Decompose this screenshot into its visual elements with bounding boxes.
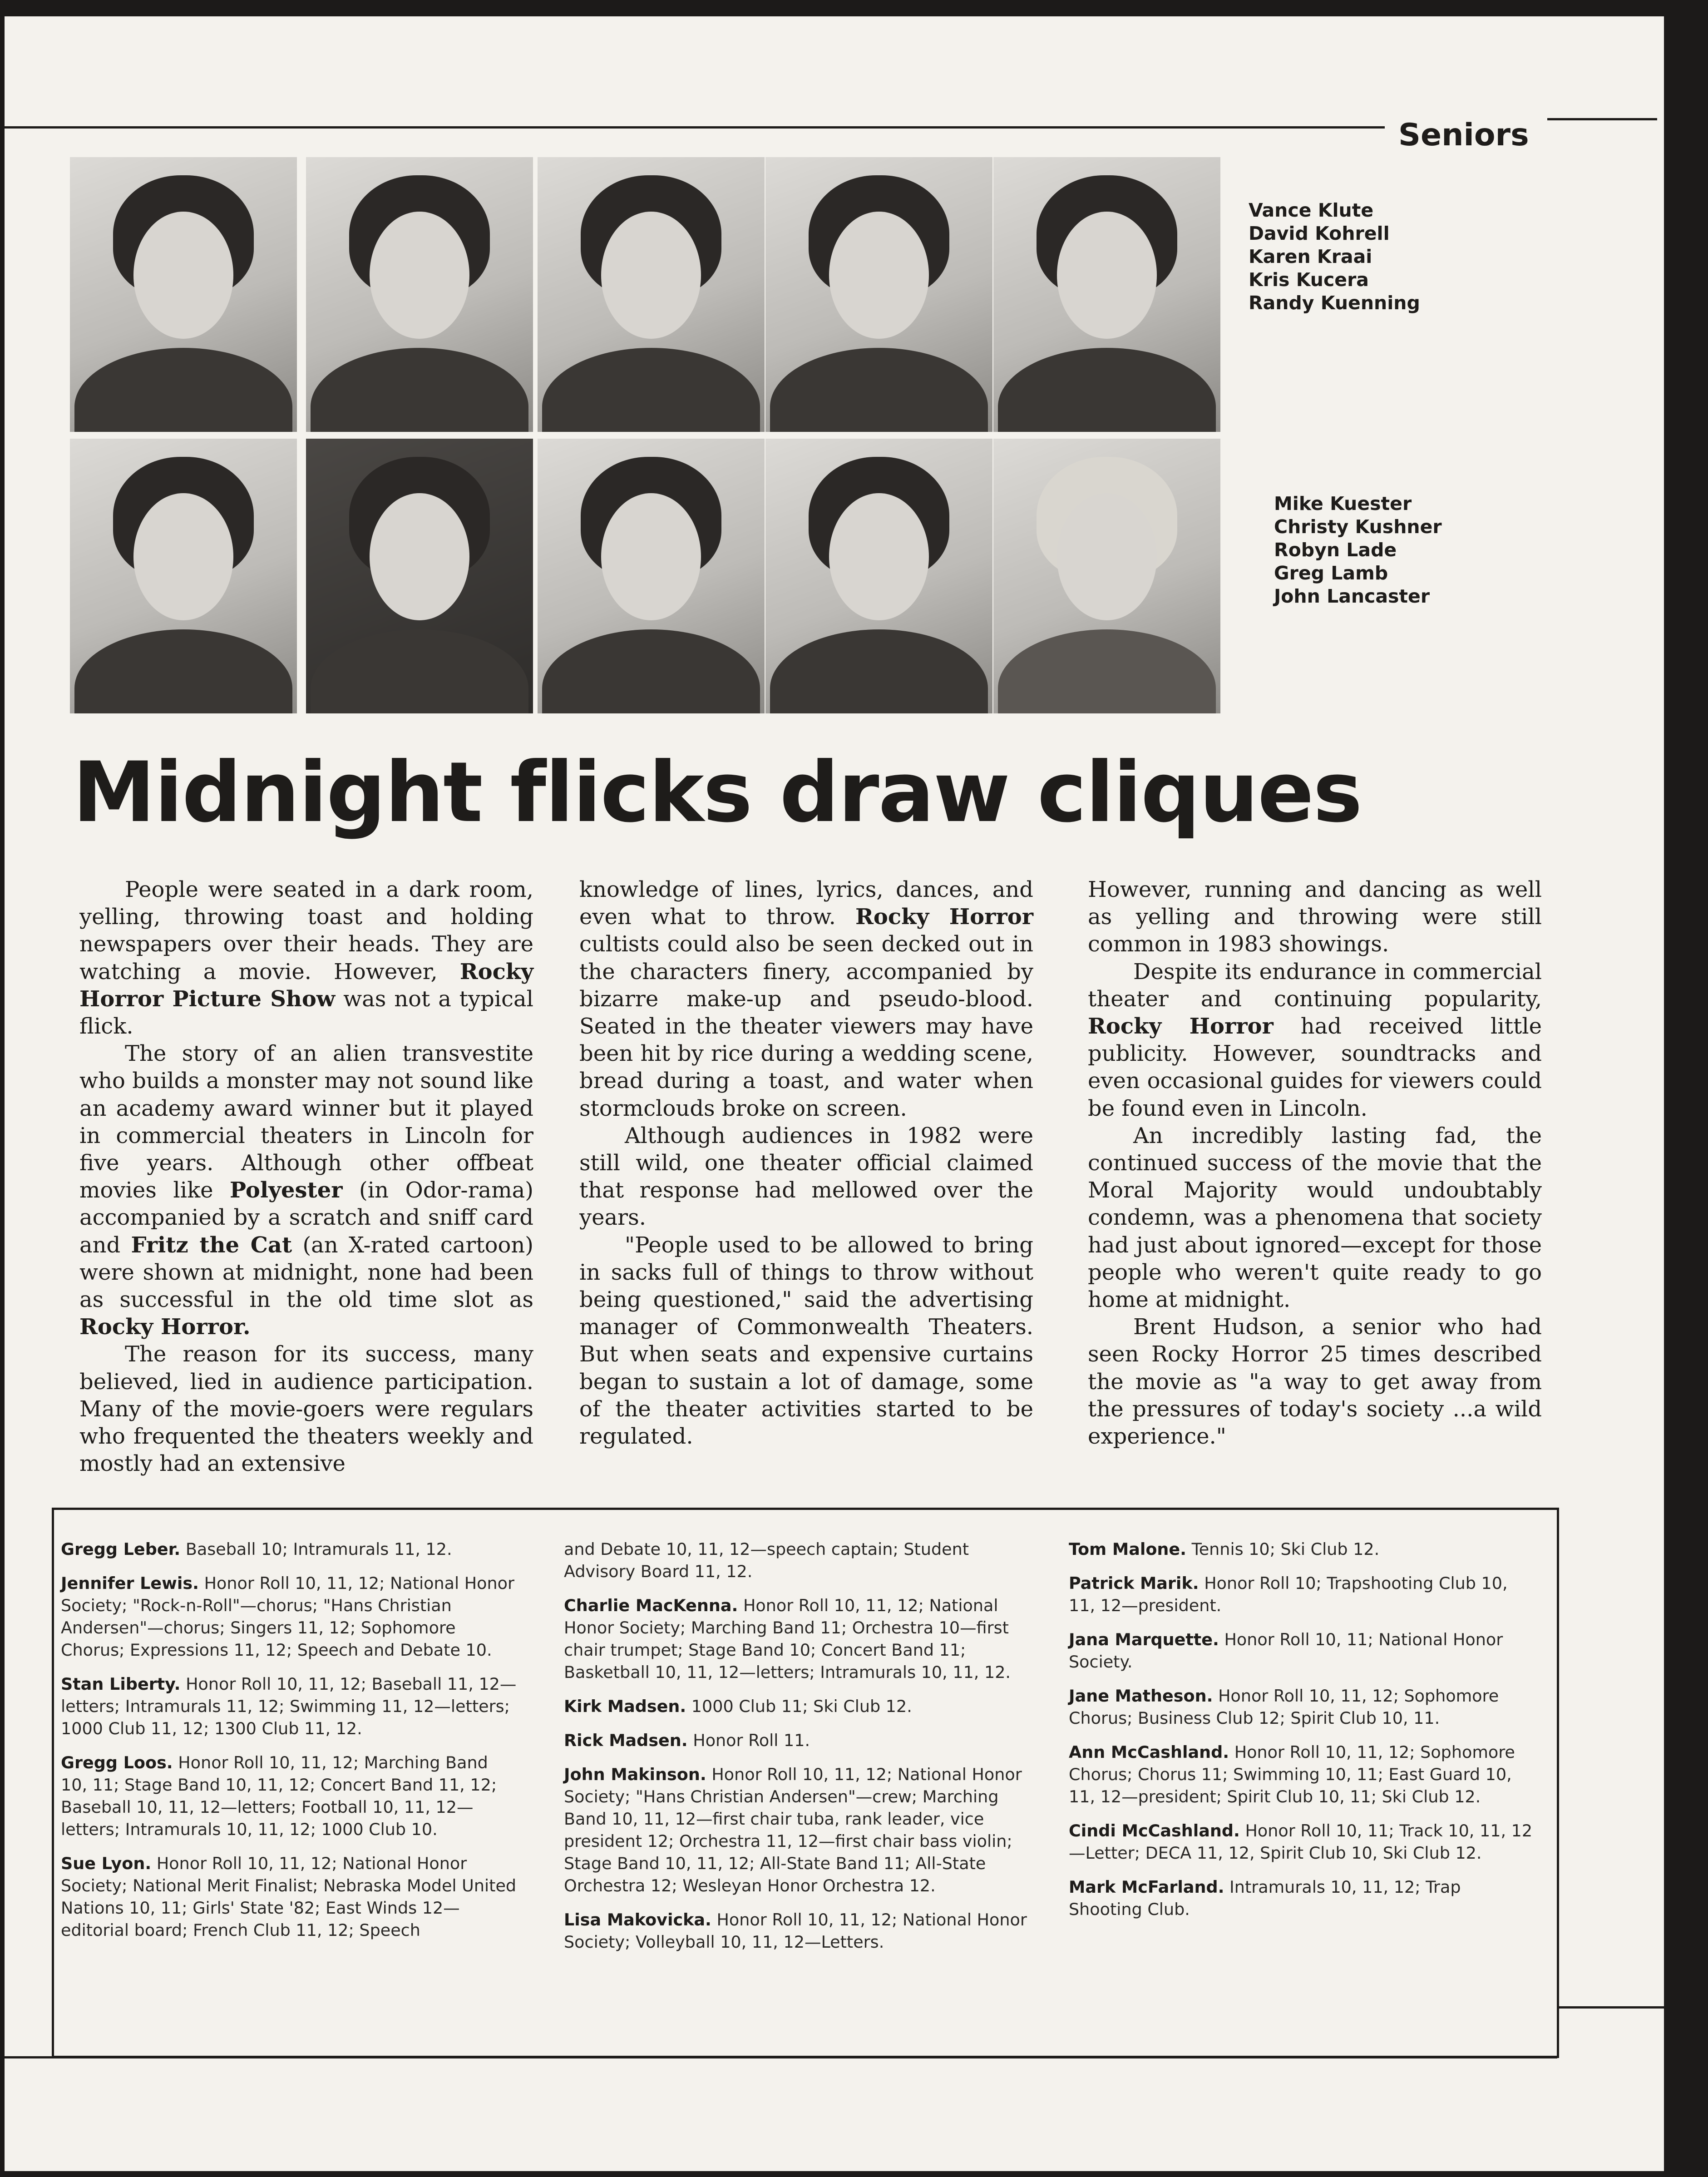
activities-column-3 <box>1069 1538 1539 1932</box>
header-rule-right <box>1547 118 1657 120</box>
header-rule-left <box>5 126 1385 129</box>
student-name: Christy Kushner <box>1274 516 1442 538</box>
portrait-photo <box>538 157 765 432</box>
portrait-names-row2 <box>1274 492 1442 608</box>
student-name: Mike Kuester <box>1274 493 1412 515</box>
section-label: Seniors <box>1398 117 1529 153</box>
activities-column-1 <box>61 1538 518 1953</box>
student-name: John Lancaster <box>1274 585 1430 607</box>
activity-entry: Tom Malone. Tennis 10; Ski Club 12. <box>1069 1539 1380 1559</box>
student-name: Karen Kraai <box>1249 246 1372 267</box>
portrait-names-row1 <box>1249 199 1420 315</box>
activity-entry: and Debate 10, 11, 12—speech captain; Student Advisory Board 11, 12. <box>564 1539 969 1581</box>
activity-entry: Jennifer Lewis. Honor Roll 10, 11, 12; National Honor Society; "Rock-n-Roll"—chorus; "Hans Christian Andersen"—chorus; Singers 11, 12; Sophomore Chorus; Expressions 11, 12; Speech and Debate 10. <box>61 1573 514 1660</box>
student-name: Vance Klute <box>1249 199 1374 221</box>
portrait-photo <box>70 157 297 432</box>
article-column-2 <box>579 876 1033 1450</box>
activities-column-2 <box>564 1538 1031 1965</box>
article-paragraph: The story of an alien transvestite who builds a monster may not sound like an academy award winner but it played in commercial theaters in Lincoln for five years. Although other offbeat movies like Polyester (in Odor-rama) accompanied by a scratch and sniff card and Fritz the Cat (an X-rated cartoon) were shown at midnight, none had been as successful in the old time slot as Rocky Horror. <box>79 1041 534 1340</box>
activity-entry: Jane Matheson. Honor Roll 10, 11, 12; Sophomore Chorus; Business Club 12; Spirit Club 10, 11. <box>1069 1686 1499 1728</box>
bottom-rule <box>5 2056 1557 2058</box>
portrait-photo <box>993 439 1220 713</box>
student-name: Randy Kuenning <box>1249 292 1420 314</box>
portrait-photo <box>765 157 992 432</box>
activity-entry: Lisa Makovicka. Honor Roll 10, 11, 12; National Honor Society; Volleyball 10, 11, 12—Letters. <box>564 1910 1027 1952</box>
article-headline: Midnight flicks draw cliques <box>73 744 1362 841</box>
article-paragraph: The reason for its success, many believed, lied in audience participation. Many of the movie-goers were regulars who frequented the theaters weekly and mostly had an extensive <box>79 1341 533 1477</box>
yearbook-page <box>5 16 1664 2171</box>
bottom-rule-right <box>1557 2006 1664 2009</box>
portrait-photo <box>306 157 533 432</box>
activity-entry: Gregg Loos. Honor Roll 10, 11, 12; Marching Band 10, 11; Stage Band 10, 11, 12; Concert Band 11, 12; Baseball 10, 11, 12—letters; Football 10, 11, 12—letters; Intramurals 10, 11, 12; 1000 Club 10. <box>61 1753 497 1839</box>
activity-entry: Kirk Madsen. 1000 Club 11; Ski Club 12. <box>564 1697 912 1716</box>
activity-entry: Rick Madsen. Honor Roll 11. <box>564 1731 810 1750</box>
activity-entry: Patrick Marik. Honor Roll 10; Trapshooting Club 10, 11, 12—president. <box>1069 1573 1508 1615</box>
portrait-photo <box>70 439 297 713</box>
student-name: Kris Kucera <box>1249 269 1369 291</box>
student-name: David Kohrell <box>1249 223 1390 244</box>
article-paragraph: "People used to be allowed to bring in sacks full of things to throw without being questioned," said the advertising manager of Commonwealth Theaters. But when seats and expensive curtains began to sustain a lot of damage, some of the theater activities started to be regulated. <box>579 1232 1033 1450</box>
article-paragraph: Although audiences in 1982 were still wild, one theater official claimed that response had mellowed over the years. <box>579 1123 1033 1231</box>
student-name: Robyn Lade <box>1274 539 1397 561</box>
article-paragraph: Despite its endurance in commercial theater and continuing popularity, Rocky Horror had received little publicity. However, soundtracks and even occasional guides for viewers could be found even in Lincoln. <box>1088 959 1542 1121</box>
portrait-photo <box>306 439 533 713</box>
portrait-photo <box>765 439 992 713</box>
activity-entry: Charlie MacKenna. Honor Roll 10, 11, 12; National Honor Society; Marching Band 11; Orchestra 10—first chair trumpet; Stage Band 10; Concert Band 11; Basketball 10, 11, 12—letters; Intramurals 10, 11, 12. <box>564 1596 1011 1682</box>
activity-entry: Sue Lyon. Honor Roll 10, 11, 12; National Honor Society; National Merit Finalist; Nebraska Model United Nations 10, 11; Girls' State '82; East Winds 12—editorial board; French Club 11, 12; Speech <box>61 1854 517 1940</box>
activity-entry: Gregg Leber. Baseball 10; Intramurals 11, 12. <box>61 1539 452 1559</box>
activity-entry: Mark McFarland. Intramurals 10, 11, 12; Trap Shooting Club. <box>1069 1877 1461 1919</box>
activity-entry: John Makinson. Honor Roll 10, 11, 12; National Honor Society; "Hans Christian Andersen"—crew; Marching Band 10, 11, 12—first chair tuba, rank leader, vice president 12; Orchestra 11, 12—first chair bass violin; Stage Band 10, 11, 12; All-State Band 11; All-State Orchestra 12; Wesleyan Honor Orchestra 12. <box>564 1765 1022 1895</box>
article-column-3 <box>1088 876 1542 1450</box>
article-paragraph: An incredibly lasting fad, the continued success of the movie that the Moral Majority would undoubtably condemn, was a phenomena that society had just about ignored—except for those people who weren't quite ready to go home at midnight. <box>1088 1123 1542 1313</box>
portrait-photo <box>993 157 1220 432</box>
activity-entry: Ann McCashland. Honor Roll 10, 11, 12; Sophomore Chorus; Chorus 11; Swimming 10, 11; East Guard 10, 11, 12—president; Spirit Club 10, 11; Ski Club 12. <box>1069 1742 1515 1806</box>
activity-entry: Jana Marquette. Honor Roll 10, 11; National Honor Society. <box>1069 1630 1503 1672</box>
article-paragraph: knowledge of lines, lyrics, dances, and even what to throw. Rocky Horror cultists could also be seen decked out in the characters finery, accompanied by bizarre make-up and pseudo-blood. Seated in the theater viewers may have been hit by rice during a wedding scene, bread during a toast, and water when stormclouds broke on screen. <box>579 877 1033 1121</box>
article-column-1 <box>79 876 533 1477</box>
portrait-photo <box>538 439 765 713</box>
article-paragraph: However, running and dancing as well as yelling and throwing were still common in 1983 showings. <box>1088 877 1542 957</box>
activity-entry: Stan Liberty. Honor Roll 10, 11, 12; Baseball 11, 12—letters; Intramurals 11, 12; Swimming 11, 12—letters; 1000 Club 11, 12; 1300 Club 11, 12. <box>61 1674 517 1738</box>
activity-entry: Cindi McCashland. Honor Roll 10, 11; Track 10, 11, 12—Letter; DECA 11, 12, Spirit Club 10, Ski Club 12. <box>1069 1821 1533 1863</box>
article-paragraph: Brent Hudson, a senior who had seen Rocky Horror 25 times described the movie as "a way to get away from the pressures of today's society ...a wild experience." <box>1088 1314 1542 1450</box>
student-name: Greg Lamb <box>1274 562 1388 584</box>
article-paragraph: People were seated in a dark room, yelling, throwing toast and holding newspapers over their heads. They are watching a movie. However, Rocky Horror Picture Show was not a typical flick. <box>79 877 533 1039</box>
